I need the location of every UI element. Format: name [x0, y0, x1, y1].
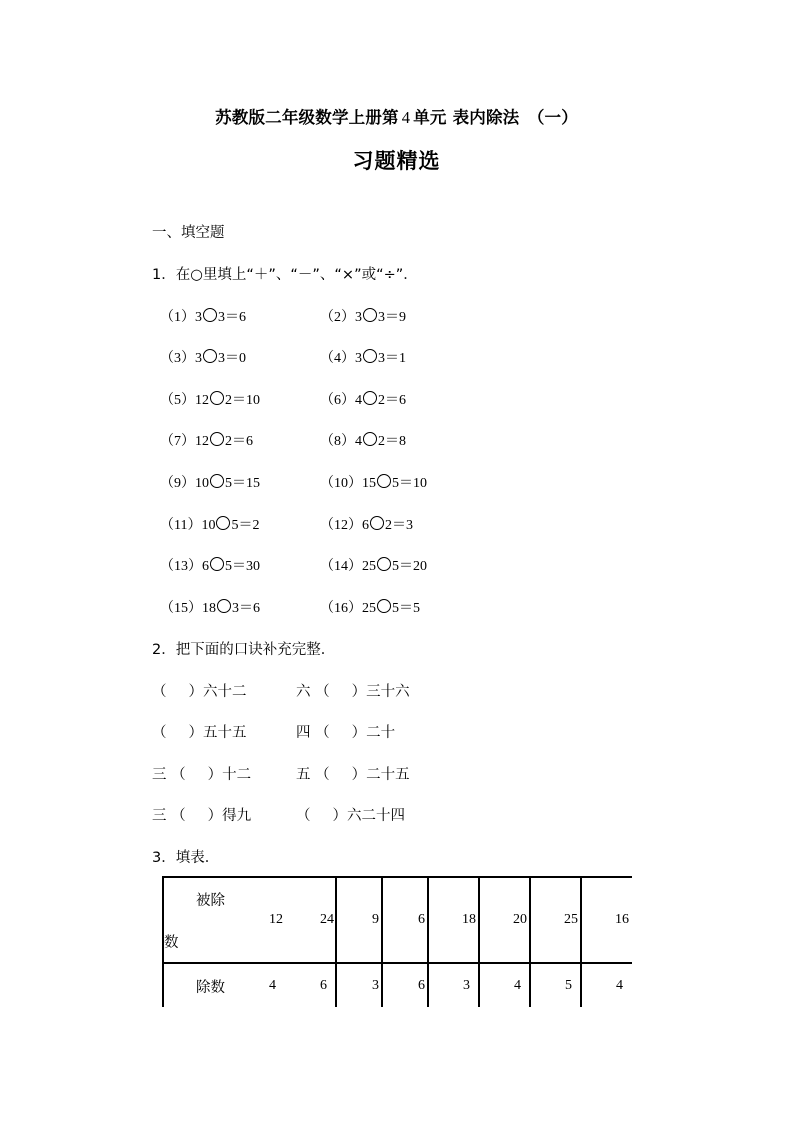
divisor-cell[interactable]: 4	[514, 978, 521, 993]
blank-circle-icon[interactable]	[210, 391, 224, 405]
divisor-cell[interactable]: 3	[372, 978, 379, 993]
dividend-cell[interactable]: 16	[615, 912, 629, 927]
document-title	[0, 104, 793, 128]
dividend-cell[interactable]: 24	[320, 912, 334, 927]
equation-item: （14）25 5＝20	[320, 559, 427, 574]
table-row-divider	[162, 962, 632, 964]
equation-item: （10）15 5＝10	[320, 476, 427, 491]
blank-circle-icon[interactable]	[363, 432, 377, 446]
division-table	[162, 876, 632, 1007]
rhyme-item: 五 （ ）二十五	[296, 767, 410, 783]
blank-circle-icon[interactable]	[217, 599, 231, 613]
equation-item: （15）18 3＝6	[160, 601, 260, 616]
rhyme-item: （ ）五十五	[152, 725, 247, 741]
rhyme-item: 三 （ ）得九	[152, 808, 252, 824]
dividend-cell[interactable]: 18	[462, 912, 476, 927]
equation-item: （8）4 2＝8	[320, 434, 406, 449]
row-header-dividend-part2: 数	[164, 935, 179, 951]
divisor-cell[interactable]: 5	[565, 978, 572, 993]
divisor-cell[interactable]: 6	[320, 978, 327, 993]
dividend-cell[interactable]: 20	[513, 912, 527, 927]
equation-item: （13）6 5＝30	[160, 559, 260, 574]
equation-item: （2）3 3＝9	[320, 310, 406, 325]
blank-circle-icon[interactable]	[363, 308, 377, 322]
blank-circle-icon[interactable]	[210, 557, 224, 571]
table-col-divider	[381, 876, 383, 1007]
rhyme-item: （ ）六十二	[152, 684, 247, 700]
blank-circle-icon[interactable]	[210, 474, 224, 488]
title-text-pre: 苏教版二年级数学上册第	[215, 108, 399, 127]
dividend-cell[interactable]: 9	[372, 912, 379, 927]
question-3-prompt: 3．填表．	[152, 850, 220, 866]
blank-circle-icon[interactable]	[216, 516, 230, 530]
blank-circle-icon[interactable]	[363, 349, 377, 363]
equation-item: （6）4 2＝6	[320, 393, 406, 408]
divisor-cell[interactable]: 4	[269, 978, 276, 993]
blank-circle-icon[interactable]	[377, 599, 391, 613]
rhyme-item: 四 （ ）二十	[296, 725, 396, 741]
row-header-divisor: 除数	[196, 980, 225, 996]
equation-item: （16）25 5＝5	[320, 601, 420, 616]
blank-circle-icon[interactable]	[203, 308, 217, 322]
question-1-prompt: 1．在○里填上“＋”、“－”、“×”或“÷”．	[152, 267, 418, 283]
rhyme-item: 六 （ ）三十六	[296, 684, 410, 700]
document-subtitle: 习题精选	[352, 149, 441, 173]
equation-item: （4）3 3＝1	[320, 351, 406, 366]
blank-circle-icon[interactable]	[210, 432, 224, 446]
blank-circle-icon[interactable]	[370, 516, 384, 530]
rhyme-item: 三 （ ）十二	[152, 767, 252, 783]
equation-item: （11）10 5＝2	[160, 518, 260, 533]
dividend-cell[interactable]: 25	[564, 912, 578, 927]
table-top-border	[162, 876, 632, 878]
equation-item: （3）3 3＝0	[160, 351, 246, 366]
equation-item: （12）6 2＝3	[320, 518, 413, 533]
table-col-divider	[580, 876, 582, 1007]
dividend-cell[interactable]: 12	[269, 912, 283, 927]
dividend-cell[interactable]: 6	[418, 912, 425, 927]
table-col-divider	[478, 876, 480, 1007]
row-header-dividend-part1: 被除	[196, 893, 225, 909]
table-col-divider	[427, 876, 429, 1007]
equation-item: （5）12 2＝10	[160, 393, 260, 408]
table-col-divider	[529, 876, 531, 1007]
blank-circle-icon[interactable]	[377, 557, 391, 571]
title-text-post: 单元 表内除法 （一）	[413, 108, 578, 127]
equation-item: （9）10 5＝15	[160, 476, 260, 491]
section-heading: 一、填空题	[152, 225, 225, 241]
rhyme-item: （ ）六二十四	[296, 808, 405, 824]
divisor-cell[interactable]: 6	[418, 978, 425, 993]
divisor-cell[interactable]: 3	[463, 978, 470, 993]
blank-circle-icon[interactable]	[363, 391, 377, 405]
blank-circle-icon[interactable]	[377, 474, 391, 488]
question-2-prompt: 2．把下面的口诀补充完整．	[152, 642, 336, 658]
divisor-cell[interactable]: 4	[616, 978, 623, 993]
equation-item: （7）12 2＝6	[160, 434, 253, 449]
table-col-divider	[335, 876, 337, 1007]
title-unit-number: 4	[401, 108, 411, 127]
equation-item: （1）3 3＝6	[160, 310, 246, 325]
blank-circle-icon[interactable]	[203, 349, 217, 363]
